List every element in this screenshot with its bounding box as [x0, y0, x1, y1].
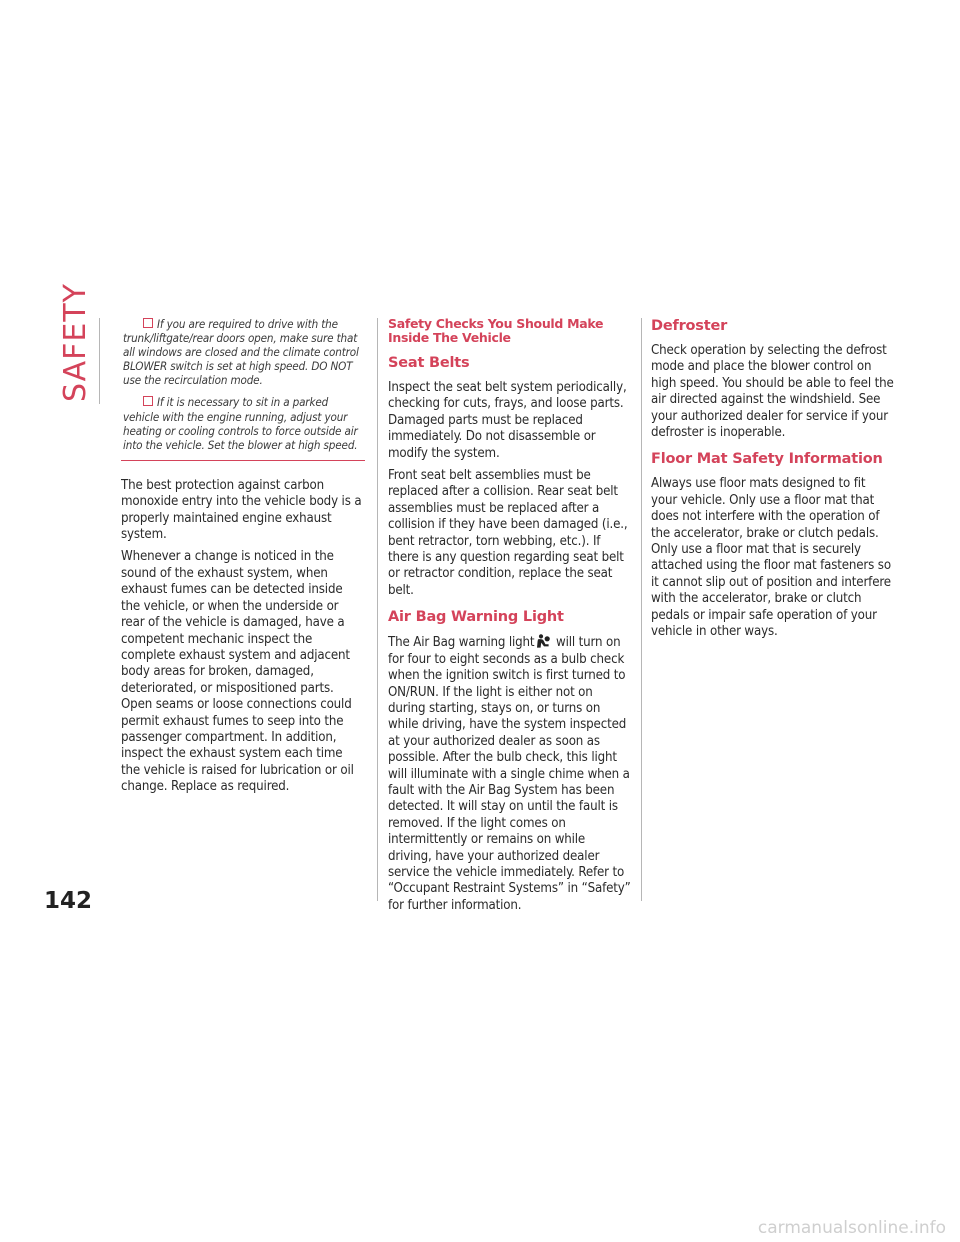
page-number: 142: [44, 888, 93, 914]
column-divider: [641, 318, 642, 901]
section-heading: Safety Checks You Should Make Inside The Vehicle: [388, 316, 604, 345]
airbag-heading: Air Bag Warning Light: [388, 609, 564, 626]
defroster-heading: Defroster: [651, 318, 728, 334]
note-item: If it is necessary to sit in a parked vehicle with the engine running, adjust your heating or cooling controls to force outside air into the vehicle. Set the blower at high speed.: [123, 395, 358, 452]
body-paragraph: Check operation by selecting the defrost mode and place the blower control on high speed. You should be able to feel the air directed against the windshield. See your authorized dealer for service if your defroster is inoperable.: [651, 343, 894, 441]
body-paragraph: Inspect the seat belt system periodically, checking for cuts, frays, and loose parts. Damaged parts must be replaced immediately. Do not disassemble or modify the system.: [388, 380, 627, 461]
body-paragraph: Whenever a change is noticed in the sound of the exhaust system, when exhaust fumes can be detected inside the vehicle, or when the underside or rear of the vehicle is damaged, have a competent mechanic inspect the complete exhaust system and adjacent body areas for broken, damaged, deteriorated, or mispositioned parts. Open seams or loose connections could permit exhaust fumes to seep into the passenger compartment. In addition, inspect the exhaust system each time the vehicle is raised for lubrication or oil change. Replace as required.: [121, 549, 354, 795]
column-2: [388, 317, 632, 920]
airbag-paragraph: The Air Bag warning light will turn on for four to eight seconds as a bulb check when the ignition switch is first turned to ON/RUN. If the light is either not on during starting, stays on, or turns on while driving, have the system inspected at your authorized dealer as soon as possible. After the bulb check, this light will illuminate with a single chime when a fault with the Air Bag System has been detected. It will stay on until the fault is removed. If the light comes on intermittently or remains on while driving, have your authorized dealer service the vehicle immediately. Refer to “Occupant Restraint Systems” in “Safety” for further information.: [388, 635, 631, 913]
floor-mat-heading: Floor Mat Safety Information: [651, 451, 883, 468]
column-3: [651, 317, 895, 647]
note-box: [121, 317, 365, 461]
airbag-warning-icon: [535, 634, 551, 648]
checkbox-bullet-icon: [143, 318, 153, 328]
section-side-label: SAFETY: [58, 283, 93, 402]
checkbox-bullet-icon: [143, 396, 153, 406]
watermark: carmanualsonline.info: [757, 1218, 946, 1238]
body-paragraph: The best protection against carbon monoxide entry into the vehicle body is a properly maintained engine exhaust system.: [121, 477, 362, 543]
note-item: If you are required to drive with the trunk/liftgate/rear doors open, make sure that all windows are closed and the climate control BLOWER switch is set at high speed. DO NOT use the recirculation mode.: [123, 317, 359, 388]
body-paragraph: Front seat belt assemblies must be replaced after a collision. Rear seat belt assemblies must be replaced after a collision if they have been damaged (i.e., bent retractor, torn webbing, etc.). If there is any question regarding seat belt or retractor condition, replace the seat belt.: [388, 468, 628, 598]
side-divider: [99, 318, 100, 404]
body-paragraph: Always use floor mats designed to fit your vehicle. Only use a floor mat that does not interfere with the operation of the accelerator, brake or clutch pedals. Only use a floor mat that is securely attached using the floor mat fasteners so it cannot slip out of position and interfere with the accelerator, brake or clutch pedals or impair safe operation of your vehicle in other ways.: [651, 476, 891, 640]
column-divider: [377, 318, 378, 901]
seat-belts-heading: Seat Belts: [388, 355, 470, 371]
column-1: [121, 317, 365, 802]
